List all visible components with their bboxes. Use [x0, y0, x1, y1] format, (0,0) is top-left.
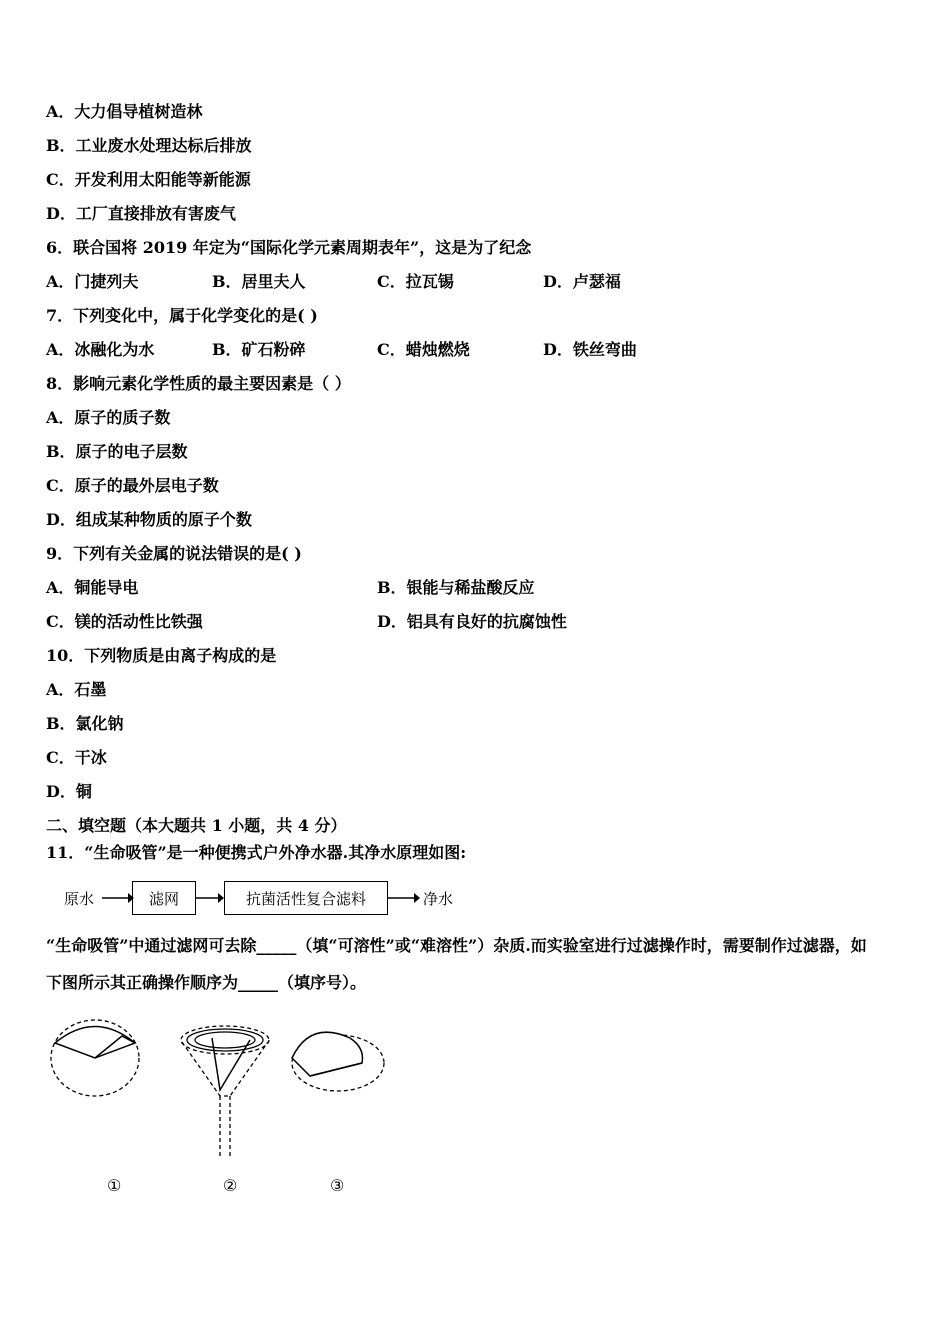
q6-option-d: D．卢瑟福 [543, 272, 621, 291]
q7-stem: 7．下列变化中，属于化学变化的是( ) [46, 306, 318, 325]
q10-option-a: A．石墨 [46, 680, 107, 699]
q5-option-b: B．工业废水处理达标后排放 [46, 136, 252, 155]
q9-option-a: A．铜能导电 [46, 578, 139, 597]
q7-option-b: B．矿石粉碎 [212, 340, 306, 359]
q10-option-b: B．氯化钠 [46, 714, 124, 733]
step2-drawing [181, 1026, 269, 1158]
flow-material-box [224, 881, 388, 915]
q7-option-a: A．冰融化为水 [46, 340, 155, 359]
arrow-icon [102, 888, 134, 908]
q11-paragraph-1: “生命吸管”中通过滤网可去除_____（填“可溶性”或“难溶性”）杂质.而实验室进行过滤操作时，需要制作过滤器，如 [46, 936, 867, 955]
q11-stem: 11．“生命吸管”是一种便携式户外净水器.其净水原理如图: [46, 843, 467, 862]
q5-option-a: A．大力倡导植树造林 [46, 102, 203, 121]
section-heading: 二、填空题（本大题共 1 小题，共 4 分） [46, 816, 347, 835]
purification-flowchart [58, 880, 478, 920]
q8-stem: 8．影响元素化学性质的最主要因素是（ ） [46, 374, 351, 393]
q8-option-c: C．原子的最外层电子数 [46, 476, 219, 495]
q8-option-a: A．原子的质子数 [46, 408, 171, 427]
step-label-3: ③ [330, 1176, 345, 1195]
flow-filter-label: 滤网 [148, 889, 179, 908]
q9-option-d: D．铝具有良好的抗腐蚀性 [377, 612, 567, 631]
flow-raw-water: 原水 [64, 890, 95, 908]
flow-clean-water: 净水 [423, 890, 454, 908]
q6-option-a: A．门捷列夫 [46, 272, 139, 291]
filter-folding-figure [40, 1018, 400, 1198]
q9-stem: 9．下列有关金属的说法错误的是( ) [46, 544, 302, 563]
step3-drawing [292, 1032, 384, 1091]
q5-option-d: D．工厂直接排放有害废气 [46, 204, 236, 223]
step-label-2: ② [223, 1176, 238, 1195]
q9-option-c: C．镁的活动性比铁强 [46, 612, 203, 631]
q6-option-c: C．拉瓦锡 [377, 272, 454, 291]
step-label-1: ① [107, 1176, 122, 1195]
arrow-icon [388, 888, 420, 908]
step1-drawing [51, 1020, 139, 1096]
q7-option-d: D．铁丝弯曲 [543, 340, 637, 359]
q9-option-b: B．银能与稀盐酸反应 [377, 578, 535, 597]
q10-option-c: C．干冰 [46, 748, 107, 767]
flow-material-label: 抗菌活性复合滤料 [245, 889, 366, 908]
q10-option-d: D．铜 [46, 782, 92, 801]
q6-option-b: B．居里夫人 [212, 272, 306, 291]
q11-paragraph-2: 下图所示其正确操作顺序为_____（填序号）。 [46, 973, 367, 992]
q8-option-b: B．原子的电子层数 [46, 442, 188, 461]
q6-stem: 6．联合国将 2019 年定为“国际化学元素周期表年”，这是为了纪念 [46, 238, 532, 257]
q8-option-d: D．组成某种物质的原子个数 [46, 510, 252, 529]
q5-option-c: C．开发利用太阳能等新能源 [46, 170, 251, 189]
arrow-icon [196, 888, 224, 908]
q7-option-c: C．蜡烛燃烧 [377, 340, 470, 359]
q10-stem: 10．下列物质是由离子构成的是 [46, 646, 277, 665]
flow-filter-box [132, 881, 196, 915]
